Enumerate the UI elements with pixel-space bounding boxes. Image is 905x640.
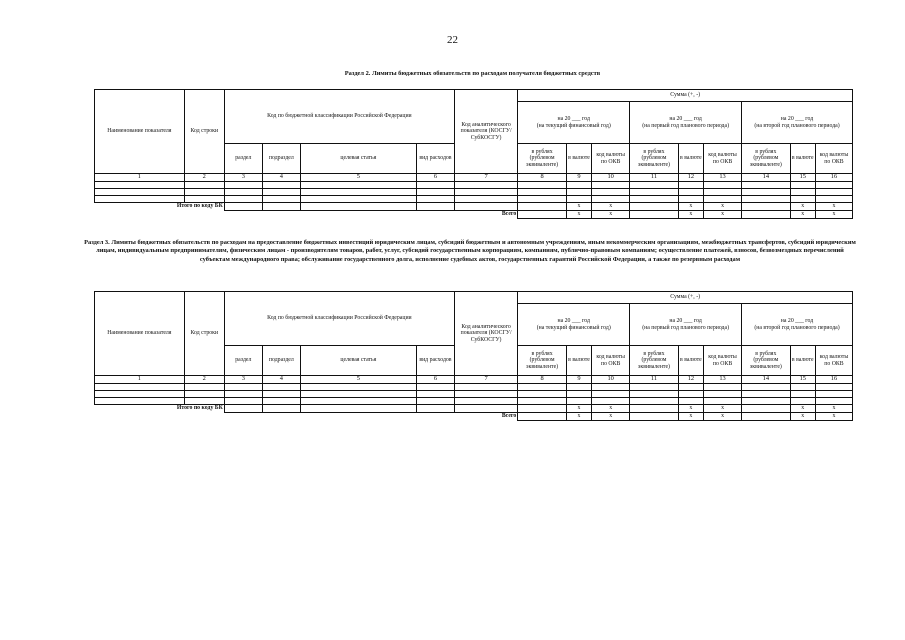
- header-currency-2: в валюте: [678, 346, 703, 376]
- x-mark: x: [566, 211, 591, 219]
- column-number: 9: [566, 376, 591, 384]
- column-number: 8: [518, 376, 567, 384]
- header-currency-3: в валюте: [790, 346, 815, 376]
- header-okv-1: код валюты по ОКВ: [592, 346, 630, 376]
- header-sum: Сумма (+, -): [518, 90, 853, 102]
- column-number: 15: [790, 174, 815, 182]
- header-currency-1: в валюте: [566, 144, 591, 174]
- grand-total-row: [95, 211, 853, 219]
- section-3-title: Раздел 3. Лимиты бюджетных обязательств по расходам на предоставление бюджетных инвестиций юридическим лицам, субсидий бюджетным и автономным учреждениям, иным некоммерческим организациям, межбюджетных трансфертов, субсидий юридическим лицам, индивидуальным предпринимателям, физическим лицам - производителям товаров, работ, услуг, субсидий государственным корпорациям, компаниям, публично-правовым компаниям; осуществление платежей, взносов, безвозмездных перечислений субъектам международного права; обслуживание государственного долга, исполнение судебных актов, государственных гарантий Российской Федерации, а также по резервным расходам: [84, 239, 856, 263]
- header-analytic: Код аналитического показателя (КОСГУ/ СубКОСГУ): [454, 292, 517, 376]
- column-number: 11: [630, 376, 679, 384]
- column-number: 12: [678, 174, 703, 182]
- x-mark: x: [790, 211, 815, 219]
- column-number-row: [95, 376, 853, 384]
- x-mark: x: [704, 413, 742, 421]
- header-name: Наименование показателя: [95, 90, 185, 174]
- header-year-2: на 20 ___ год (на первый год планового периода): [630, 304, 742, 346]
- table-row: [95, 196, 853, 203]
- x-mark: x: [592, 211, 630, 219]
- header-okv-3: код валюты по ОКВ: [815, 144, 852, 174]
- column-number: 2: [184, 376, 224, 384]
- column-number: 5: [300, 174, 416, 182]
- header-target: целевая статья: [300, 346, 416, 376]
- x-mark: x: [704, 211, 742, 219]
- section-2-title: Раздел 2. Лимиты бюджетных обязательств по расходам получателя бюджетных средств: [344, 70, 601, 77]
- column-number: 12: [678, 376, 703, 384]
- table-row: [95, 398, 853, 405]
- column-number: 1: [95, 174, 185, 182]
- column-number: 10: [592, 174, 630, 182]
- header-okv-2: код валюты по ОКВ: [704, 144, 742, 174]
- x-mark: x: [678, 405, 703, 413]
- column-number-row: [95, 174, 853, 182]
- table-row: [95, 391, 853, 398]
- header-currency-1: в валюте: [566, 346, 591, 376]
- header-podrazdel: подраздел: [262, 346, 300, 376]
- x-mark: x: [704, 203, 742, 211]
- table-row: [95, 384, 853, 391]
- column-number: 6: [416, 376, 454, 384]
- header-currency-3: в валюте: [790, 144, 815, 174]
- column-number: 6: [416, 174, 454, 182]
- x-mark: x: [678, 211, 703, 219]
- header-expense: вид расходов: [416, 144, 454, 174]
- total-bk-row: [95, 203, 853, 211]
- column-number: 13: [704, 174, 742, 182]
- grand-total-row: [95, 413, 853, 421]
- column-number: 7: [454, 174, 517, 182]
- column-number: 13: [704, 376, 742, 384]
- header-rub-3: в рублях (рублевом эквиваленте): [742, 346, 791, 376]
- header-rub-1: в рублях (рублевом эквиваленте): [518, 144, 567, 174]
- header-rub-3: в рублях (рублевом эквиваленте): [742, 144, 791, 174]
- column-number: 4: [262, 376, 300, 384]
- header-expense: вид расходов: [416, 346, 454, 376]
- table-row: [95, 182, 853, 189]
- x-mark: x: [592, 413, 630, 421]
- header-row-code: Код строки: [184, 90, 224, 174]
- column-number: 8: [518, 174, 567, 182]
- grand-total-label: Всего: [501, 413, 517, 420]
- x-mark: x: [790, 203, 815, 211]
- column-number: 1: [95, 376, 185, 384]
- header-analytic: Код аналитического показателя (КОСГУ/ СубКОСГУ): [454, 90, 517, 174]
- header-okv-3: код валюты по ОКВ: [815, 346, 852, 376]
- column-number: 4: [262, 174, 300, 182]
- header-okv-1: код валюты по ОКВ: [592, 144, 630, 174]
- column-number: 16: [815, 174, 852, 182]
- x-mark: x: [815, 211, 852, 219]
- header-year-3: на 20 ___ год (на второй год планового периода): [742, 304, 853, 346]
- x-mark: x: [790, 405, 815, 413]
- x-mark: x: [566, 413, 591, 421]
- header-okv-2: код валюты по ОКВ: [704, 346, 742, 376]
- column-number: 11: [630, 174, 679, 182]
- header-target: целевая статья: [300, 144, 416, 174]
- column-number: 2: [184, 174, 224, 182]
- total-bk-label: Итого по коду БК: [176, 405, 223, 412]
- column-number: 14: [742, 376, 791, 384]
- x-mark: x: [678, 413, 703, 421]
- x-mark: x: [815, 405, 852, 413]
- header-year-1: на 20 ___ год (на текущий финансовый год): [518, 102, 630, 144]
- x-mark: x: [815, 413, 852, 421]
- section-2-table: [94, 89, 853, 219]
- column-number: 3: [224, 174, 262, 182]
- section-3-table: [94, 291, 853, 421]
- column-number: 15: [790, 376, 815, 384]
- header-bk: Код по бюджетной классификации Российской Федерации: [224, 90, 454, 144]
- x-mark: x: [678, 203, 703, 211]
- header-bk: Код по бюджетной классификации Российской Федерации: [224, 292, 454, 346]
- header-row-code: Код строки: [184, 292, 224, 376]
- total-bk-row: [95, 405, 853, 413]
- x-mark: x: [566, 203, 591, 211]
- x-mark: x: [592, 405, 630, 413]
- x-mark: x: [704, 405, 742, 413]
- header-rub-2: в рублях (рублевом эквиваленте): [630, 346, 679, 376]
- x-mark: x: [566, 405, 591, 413]
- header-rub-1: в рублях (рублевом эквиваленте): [518, 346, 567, 376]
- header-razdel: раздел: [224, 346, 262, 376]
- column-number: 16: [815, 376, 852, 384]
- page-number: 22: [447, 34, 458, 46]
- table-row: [95, 189, 853, 196]
- column-number: 10: [592, 376, 630, 384]
- header-year-3: на 20 ___ год (на второй год планового периода): [742, 102, 853, 144]
- column-number: 9: [566, 174, 591, 182]
- header-rub-2: в рублях (рублевом эквиваленте): [630, 144, 679, 174]
- header-razdel: раздел: [224, 144, 262, 174]
- header-currency-2: в валюте: [678, 144, 703, 174]
- x-mark: x: [790, 413, 815, 421]
- column-number: 14: [742, 174, 791, 182]
- header-name: Наименование показателя: [95, 292, 185, 376]
- header-podrazdel: подраздел: [262, 144, 300, 174]
- grand-total-label: Всего: [501, 211, 517, 218]
- total-bk-label: Итого по коду БК: [176, 203, 223, 210]
- column-number: 3: [224, 376, 262, 384]
- header-year-2: на 20 ___ год (на первый год планового периода): [630, 102, 742, 144]
- header-sum: Сумма (+, -): [518, 292, 853, 304]
- header-year-1: на 20 ___ год (на текущий финансовый год): [518, 304, 630, 346]
- x-mark: x: [815, 203, 852, 211]
- column-number: 7: [454, 376, 517, 384]
- x-mark: x: [592, 203, 630, 211]
- column-number: 5: [300, 376, 416, 384]
